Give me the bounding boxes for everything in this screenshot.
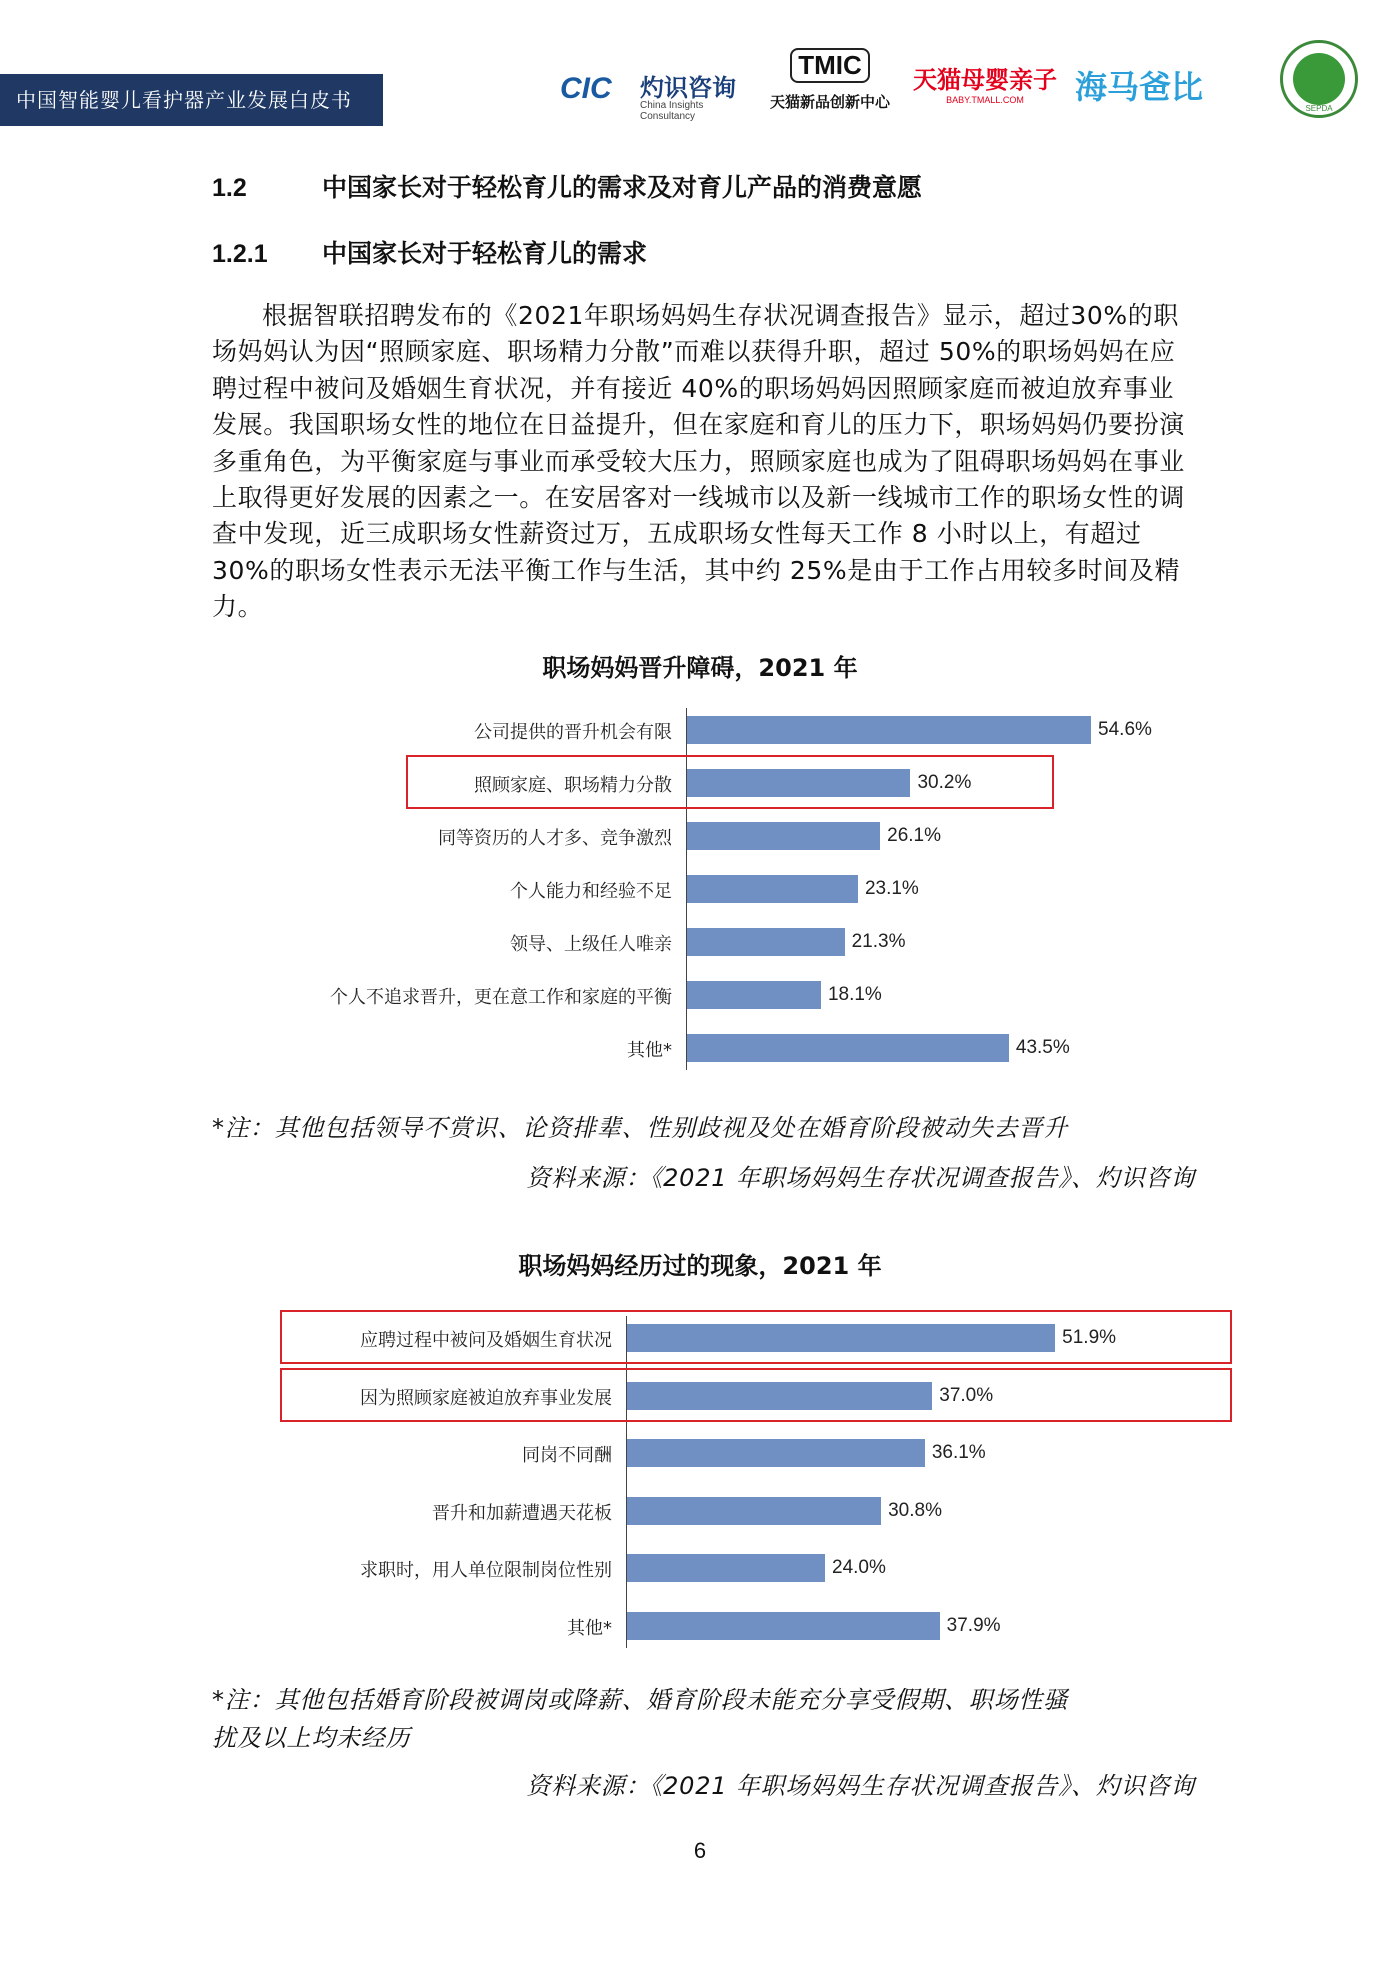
haima-logo: 海马爸比 xyxy=(1075,68,1204,106)
chart2-bar xyxy=(627,1554,825,1582)
chart2-source: 资料来源：《2021 年职场妈妈生存状况调查报告》、灼识咨询 xyxy=(526,1772,1195,1800)
report-title: 中国智能婴儿看护器产业发展白皮书 xyxy=(16,88,352,112)
chart1-value-label: 54.6% xyxy=(1098,719,1152,740)
chart1-category-label: 公司提供的晋升机会有限 xyxy=(474,722,672,743)
chart1-bar xyxy=(687,928,845,956)
chart1-source: 资料来源：《2021 年职场妈妈生存状况调查报告》、灼识咨询 xyxy=(526,1164,1195,1192)
chart2-category-label: 晋升和加薪遭遇天花板 xyxy=(432,1502,612,1524)
chart1-category-label: 个人不追求晋升，更在意工作和家庭的平衡 xyxy=(330,987,672,1008)
partner-logos xyxy=(560,40,1360,140)
chart2-axis xyxy=(626,1316,627,1648)
chart2-bar xyxy=(627,1497,881,1525)
chart1-category-label: 其他* xyxy=(627,1040,672,1061)
subsection-heading-1-2-1 xyxy=(212,234,647,270)
tmic-name: 天猫新品创新中心 xyxy=(770,93,891,111)
subsection-title: 中国家长对于轻松育儿的需求 xyxy=(322,239,648,268)
chart1-title: 职场妈妈晋升障碍，2021 年 xyxy=(542,654,858,682)
chart2-category-label: 求职时，用人单位限制岗位性别 xyxy=(360,1560,612,1582)
body-paragraph: 根据智联招聘发布的《2021年职场妈妈生存状况调查报告》显示，超过30%的职场妈妈认为因“照顾家庭、职场精力分散”而难以获得升职，超过 50%的职场妈妈在应聘过程中被问及婚姻生育状况，并有接近 40%的职场妈妈因照顾家庭而被迫放弃事业发展。我国职场女性的地位在日益提升，但在家庭和育儿的压力下，职场妈妈仍要扮演多重角色，为平衡家庭与事业而承受较大压力，照顾家庭也成为了阻碍职场妈妈在事业上取得更好发展的因素之一。在安居客对一线城市以及新一线城市工作的职场女性的调查中发现，近三成职场女性薪资过万，五成职场女性每天工作 8 小时以上，有超过 30%的职场女性表示无法平衡工作与生活，其中约 25%是由于工作占用较多时间及精力。 xyxy=(212,301,1185,622)
tmic-logo xyxy=(770,48,890,128)
chart2-value-label: 24.0% xyxy=(832,1557,886,1579)
section-title: 中国家长对于轻松育儿的需求及对育儿产品的消费意愿 xyxy=(322,173,923,202)
chart1-bar xyxy=(687,1034,1009,1062)
chart2-highlight-box xyxy=(280,1368,1232,1422)
chart2-value-label: 37.9% xyxy=(946,1615,1001,1636)
chart2-value-label: 36.1% xyxy=(931,1442,986,1464)
report-title-banner xyxy=(0,74,383,126)
tmall-baby-name: 天猫母婴亲子 xyxy=(913,66,1057,94)
chart1-value-label: 26.1% xyxy=(887,825,941,846)
sepda-seal-text: SEPDA xyxy=(1305,104,1333,113)
chart1-value-label: 43.5% xyxy=(1015,1037,1070,1058)
chart2-category-label: 其他* xyxy=(567,1618,612,1639)
chart1-bar xyxy=(687,716,1091,744)
cic-name: 灼识咨询 xyxy=(640,74,736,102)
chart2-value-label: 51.9% xyxy=(1062,1327,1117,1348)
cic-logo xyxy=(560,64,750,120)
cic-english-name: China Insights Consultancy xyxy=(640,100,704,122)
sepda-seal-logo xyxy=(1280,40,1358,118)
sepda-seal-icon xyxy=(1293,53,1345,105)
chart2-note-line1: *注：其他包括婚育阶段被调岗或降薪、婚育阶段未能充分享受假期、职场性骚 xyxy=(212,1686,1068,1714)
tmall-baby-url: BABY.TMALL.COM xyxy=(946,95,1024,105)
chart2-bar xyxy=(627,1439,925,1467)
chart2-bar xyxy=(627,1612,940,1640)
chart1-bar xyxy=(687,875,858,903)
cic-mark: CIC xyxy=(560,72,612,105)
chart2-highlight-box xyxy=(280,1310,1232,1364)
tmic-mark: TMIC xyxy=(790,48,870,83)
section-heading-1-2 xyxy=(212,168,922,204)
chart1-value-label: 23.1% xyxy=(864,878,919,899)
chart2-category-label: 因为照顾家庭被迫放弃事业发展 xyxy=(360,1387,612,1409)
page-number: 6 xyxy=(693,1838,707,1863)
chart2-title: 职场妈妈经历过的现象，2021 年 xyxy=(518,1252,882,1280)
chart1-category-label: 照顾家庭、职场精力分散 xyxy=(474,775,672,796)
chart2-value-label: 30.8% xyxy=(888,1499,942,1521)
chart1-highlight-box xyxy=(406,755,1054,809)
chart1-bar xyxy=(687,981,821,1009)
chart1-category-label: 个人能力和经验不足 xyxy=(510,881,672,902)
tmall-baby-logo xyxy=(910,60,1060,120)
chart1-category-label: 领导、上级任人唯亲 xyxy=(510,934,672,955)
chart2-category-label: 应聘过程中被问及婚姻生育状况 xyxy=(360,1330,612,1351)
subsection-number: 1.2.1 xyxy=(212,240,268,268)
chart1-bar xyxy=(687,822,880,850)
chart1-value-label: 30.2% xyxy=(917,772,972,793)
section-number: 1.2 xyxy=(212,174,247,202)
chart2-value-label: 37.0% xyxy=(939,1384,994,1406)
chart2-category-label: 同岗不同酬 xyxy=(522,1445,612,1467)
chart1-note: *注：其他包括领导不赏识、论资排辈、性别歧视及处在婚育阶段被动失去晋升 xyxy=(212,1114,1068,1142)
chart1-value-label: 18.1% xyxy=(827,984,882,1005)
chart1-value-label: 21.3% xyxy=(851,931,906,952)
chart2-note-line2: 扰及以上均未经历 xyxy=(212,1724,411,1752)
chart1-category-label: 同等资历的人才多、竞争激烈 xyxy=(438,828,672,849)
